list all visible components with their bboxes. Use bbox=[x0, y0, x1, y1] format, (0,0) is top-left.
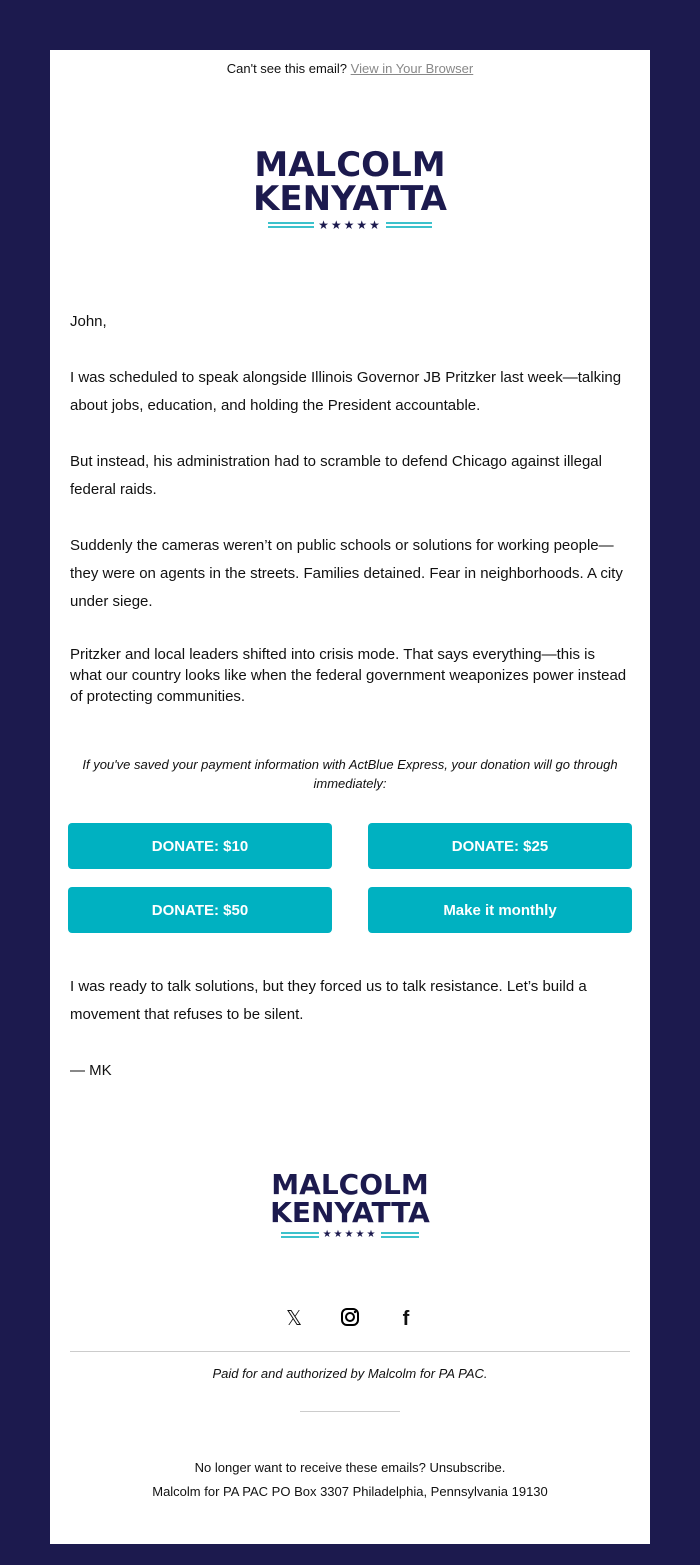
signature: — MK bbox=[70, 1062, 112, 1079]
paragraph: Pritzker and local leaders shifted into crisis mode. That says everything—this is what our country looks like when the federal government weaponizes power instead of protecting communities. bbox=[70, 646, 627, 705]
paid-for-disclaimer: Paid for and authorized by Malcolm for PA PAC. bbox=[212, 1366, 488, 1381]
footer bbox=[50, 1456, 650, 1504]
logo-line2: KENYATTA bbox=[270, 1196, 430, 1229]
instagram-icon[interactable] bbox=[339, 1307, 361, 1333]
donate-10-button[interactable]: DONATE: $10 bbox=[68, 823, 332, 869]
paragraph: I was scheduled to speak alongside Illinois Governor JB Pritzker last week—talking about jobs, education, and holding the President accountable. bbox=[70, 369, 622, 414]
donate-50-button[interactable]: DONATE: $50 bbox=[68, 887, 332, 933]
paragraph: Suddenly the cameras weren’t on public schools or solutions for working people—they were on agents in the streets. Families detained. Fear in neighborhoods. A city under siege. bbox=[70, 537, 623, 610]
greeting: John, bbox=[70, 313, 107, 330]
logo-stars: ★★★★★ bbox=[318, 218, 382, 232]
logo-line1: MALCOLM bbox=[271, 1168, 429, 1201]
divider bbox=[70, 1351, 630, 1352]
closing-paragraph: I was ready to talk solutions, but they forced us to talk resistance. Let’s build a movement that refuses to be silent. bbox=[70, 978, 587, 1023]
unsubscribe-link[interactable]: No longer want to receive these emails? Unsubscribe. bbox=[194, 1460, 506, 1475]
view-in-browser-link[interactable]: View in Your Browser bbox=[350, 61, 474, 76]
message-body bbox=[70, 308, 630, 707]
closing bbox=[70, 973, 630, 1085]
logo-line1: MALCOLM bbox=[254, 145, 446, 185]
footer-logo bbox=[50, 1168, 650, 1241]
donate-25-button[interactable]: DONATE: $25 bbox=[368, 823, 632, 869]
logo-line2: KENYATTA bbox=[253, 179, 447, 219]
email-card bbox=[50, 50, 650, 1544]
header-logo bbox=[50, 145, 650, 232]
x-icon[interactable]: 𝕏 bbox=[285, 1308, 303, 1330]
divider bbox=[300, 1411, 400, 1412]
social-links bbox=[50, 1307, 650, 1333]
preheader-text: Can't see this email? bbox=[226, 61, 348, 76]
preheader bbox=[50, 60, 650, 78]
facebook-icon[interactable]: f bbox=[402, 1308, 410, 1330]
logo-stars: ★★★★★ bbox=[322, 1229, 378, 1240]
paragraph: But instead, his administration had to scramble to defend Chicago against illegal federal raids. bbox=[70, 453, 602, 498]
make-monthly-button[interactable]: Make it monthly bbox=[368, 887, 632, 933]
actblue-express-note: If you've saved your payment information with ActBlue Express, your donation will go through immediately: bbox=[82, 757, 618, 791]
mailing-address: Malcolm for PA PAC PO Box 3307 Philadelphia, Pennsylvania 19130 bbox=[152, 1484, 548, 1499]
donate-buttons bbox=[68, 823, 632, 933]
